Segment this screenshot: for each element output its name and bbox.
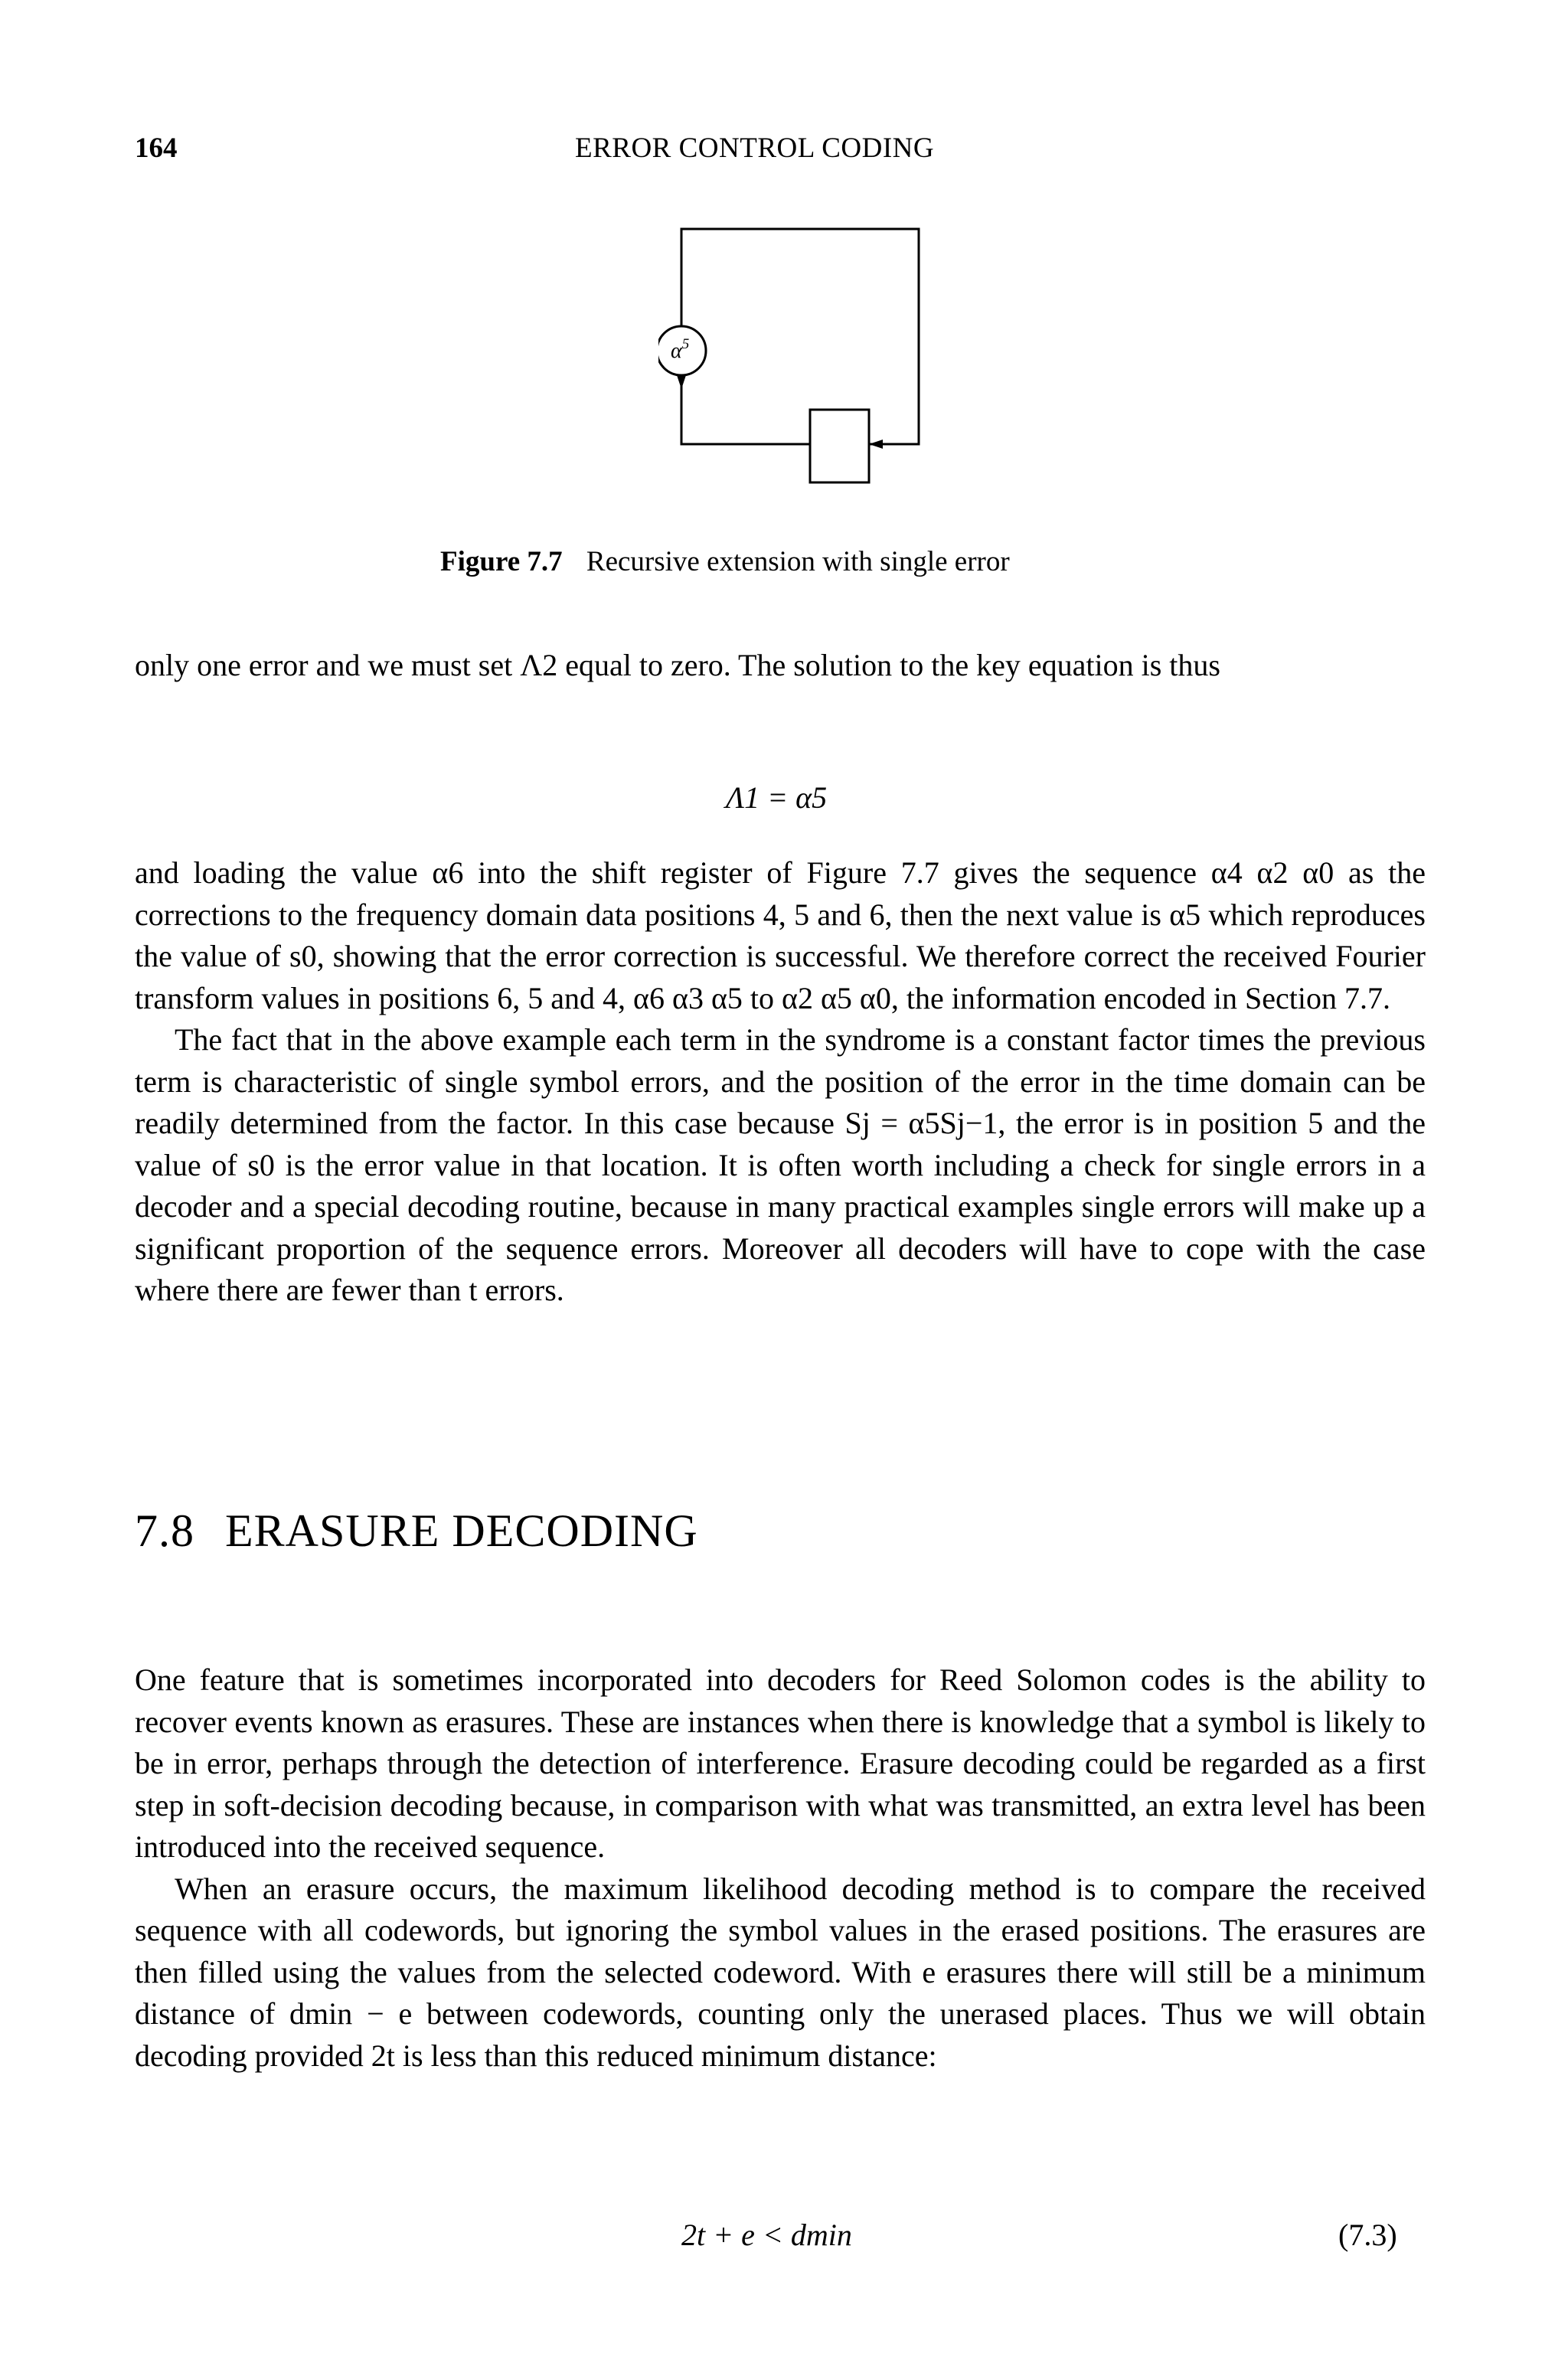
equation-number: (7.3) <box>1338 2218 1397 2252</box>
paragraph-4: One feature that is sometimes incorporated into decoders for Reed Solomon codes is the ability to recover events known as erasures. These are instances when there is knowledge that a symbol is likely to be in error, perhaps through the detection of interference. Erasure decoding could be regarded as a first step in soft-decision decoding because, in comparison with what was transmitted, an extra level has been introduced into the received sequence. <box>135 1662 1426 1864</box>
section-number: 7.8 <box>135 1505 194 1556</box>
register-output-line <box>681 377 810 444</box>
page-number: 164 <box>135 132 178 164</box>
paragraph-1 <box>135 645 1426 687</box>
figure-caption <box>440 545 1010 578</box>
figure-shift-register <box>658 226 934 502</box>
feedback-line <box>681 229 919 444</box>
figure-caption-text: Recursive extension with single error <box>586 546 1010 577</box>
section-title: ERASURE DECODING <box>225 1505 698 1556</box>
paragraph-block-2 <box>135 852 1426 1312</box>
arrow-into-multiplier <box>677 375 686 389</box>
section-body <box>135 1659 1426 2077</box>
paragraph-1-text: only one error and we must set Λ2 equal to zero. The solution to the key equation is thus <box>135 648 1220 682</box>
equation-lambda1: Λ1 = α5 <box>726 780 828 815</box>
paragraph-5: When an erasure occurs, the maximum likelihood decoding method is to compare the received sequence with all codewords, but ignoring the symbol values in the erased positions. The erasures are then filled using the values from the selected codeword. With e erasures there will still be a minimum distance of dmin − e between codewords, counting only the unerased places. Thus we will obtain decoding provided 2t is less than this reduced minimum distance: <box>135 1871 1426 2073</box>
paragraph-2: and loading the value α6 into the shift register of Figure 7.7 gives the sequence α4 α2 α0 as the corrections to the frequency domain data positions 4, 5 and 6, then the next value is α5 which reproduces the value of s0, showing that the error correction is successful. We therefore correct the received Fourier transform values in positions 6, 5 and 4, α6 α3 α5 to α2 α5 α0, the information encoded in Section 7.7. <box>135 855 1426 1015</box>
equation-7-3: 2t + e < dmin <box>681 2218 852 2252</box>
multiplier-label: $\alpha^5$ <box>671 336 690 363</box>
paragraph-3: The fact that in the above example each term in the syndrome is a constant factor times the previous term is characteristic of single symbol errors, and the position of the error in the time domain can be readily determined from the factor. In this case because Sj = α5Sj−1, the error is in position 5 and the value of s0 is the error value in that location. It is often worth including a check for single errors in a decoder and a special decoding routine, because in many practical examples single errors will make up a significant proportion of the sequence errors. Moreover all decoders will have to cope with the case where there are fewer than t errors. <box>135 1022 1426 1307</box>
register-box <box>810 410 869 482</box>
page-header <box>135 132 1433 178</box>
figure-caption-label: Figure 7.7 <box>440 546 563 577</box>
section-heading <box>135 1505 698 1558</box>
arrow-into-register <box>869 440 883 449</box>
running-head: ERROR CONTROL CODING <box>575 132 935 164</box>
